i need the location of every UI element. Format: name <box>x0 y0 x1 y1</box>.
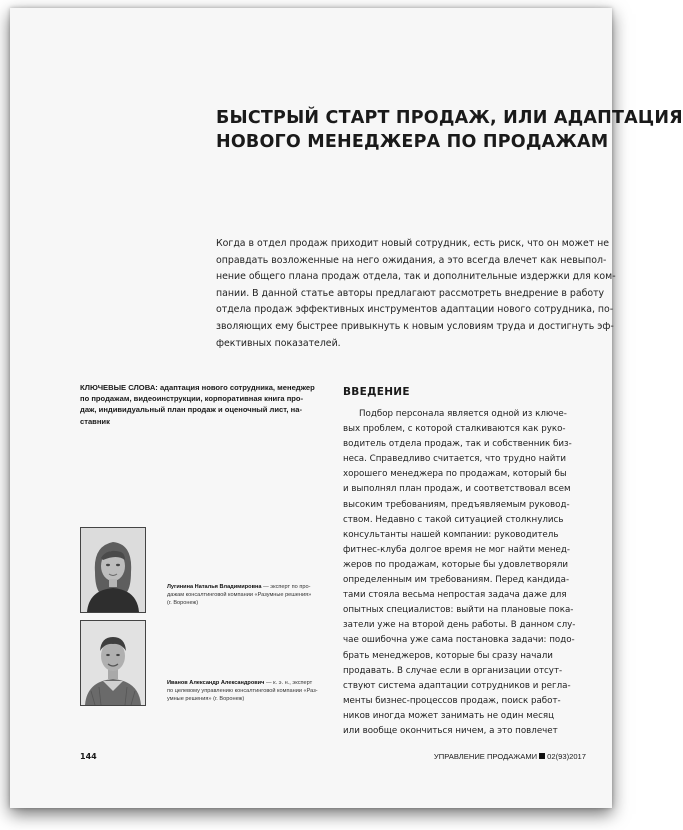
author-photo-female <box>80 527 146 613</box>
body-line: вых проблем, с которой сталкиваются как руко- <box>343 424 566 435</box>
body-line: определенным им требованиям. Перед кандида- <box>343 575 570 586</box>
body-line: жеров по продажам, которые бы удовлетворяли <box>343 559 569 570</box>
author-bio-text: — эксперт по про- <box>263 584 311 590</box>
body-line: тами стояла весьма непростая задача даже для <box>343 590 567 601</box>
body-line: ствуют система адаптации сотрудников и регла- <box>343 680 571 691</box>
section-heading: ВВЕДЕНИЕ <box>343 386 410 398</box>
body-line: неса. Справедливо считается, что трудно найти <box>343 454 567 465</box>
body-line: ников иногда может занимать не один месяц <box>343 710 555 721</box>
journal-footer <box>434 752 586 761</box>
author-bio-line-1 <box>167 679 337 687</box>
journal-name: УПРАВЛЕНИЕ ПРОДАЖАМИ <box>433 752 538 761</box>
body-line: высоким требованиям, предъявляемым руковод- <box>343 499 570 510</box>
author-bio-text: — к. э. н., эксперт <box>265 680 313 686</box>
issue-number: 02(93)2017 <box>547 752 586 761</box>
keywords-line: даж, индивидуальный план продаж и оценочный лист, на- <box>80 405 302 415</box>
keywords-block <box>80 382 320 427</box>
lead-line: оправдать возложенные на него ожидания, а это всегда влечет как невыпол- <box>216 254 607 266</box>
author-bio-line: по целевому управлению консалтинговой компании «Раз- <box>167 688 318 695</box>
lead-line: отдела продаж эффективных инструментов адаптации нового сотрудника, по- <box>216 304 614 316</box>
author-bio-line: дажам консалтинговой компании «Разумные решения» <box>167 592 312 599</box>
lead-line: пании. В данной статье авторы предлагают рассмотреть внедрение в работу <box>216 287 605 299</box>
author-photo-male <box>80 620 146 706</box>
body-line: менты бизнес-процессов продаж, поиск работ- <box>343 695 561 706</box>
keywords-line: КЛЮЧЕВЫЕ СЛОВА: адаптация нового сотрудника, менеджер <box>80 383 315 392</box>
page-number: 144 <box>80 752 97 761</box>
body-line: консультанты нашей компании: руководитель <box>343 529 559 540</box>
author-photo-female-image <box>81 528 145 612</box>
black-square-icon <box>539 753 545 759</box>
author-name: Иванов Александр Александрович <box>167 680 265 686</box>
body-line: продавать. В случае если в организации отсут- <box>343 665 563 676</box>
author-name: Лугинина Наталья Владимировна <box>167 584 262 590</box>
body-line: или вообще окончиться ничем, а это повлечет <box>343 725 558 736</box>
author-info <box>167 679 337 704</box>
author-info <box>167 583 337 608</box>
lead-line: зволяющих ему быстрее привыкнуть к новым условиям труда и достигнуть эф- <box>216 320 614 332</box>
body-line: водитель отдела продаж, так и собственник биз- <box>343 439 572 450</box>
body-line: хорошего менеджера по продажам, который бы <box>343 469 567 480</box>
title-line: НОВОГО МЕНЕДЖЕРА ПО ПРОДАЖАМ <box>216 132 609 152</box>
keywords-line: по продажам, видеоинструкции, корпоративная книга про- <box>80 394 304 404</box>
title-line: БЫСТРЫЙ СТАРТ ПРОДАЖ, ИЛИ АДАПТАЦИЯ <box>216 108 683 128</box>
body-line: ством. Недавно с такой ситуацией столкнулись <box>343 514 564 525</box>
author-photo-male-image <box>81 621 145 705</box>
body-line: Подбор персонала является одной из ключе- <box>359 409 567 419</box>
body-column <box>343 407 593 739</box>
body-line: брать менеджеров, которые бы сразу начали <box>343 650 553 661</box>
body-line: и выполнял план продаж, и соответствовал всем <box>343 484 571 495</box>
author-bio-line: (г. Воронеж) <box>167 600 199 607</box>
body-line: чае ошибочна уже сама постановка задачи: подо- <box>343 635 575 646</box>
author-bio-line: умные решения» (г. Воронеж) <box>167 696 245 703</box>
keywords-line: ставник <box>80 416 110 426</box>
article-title <box>216 106 683 154</box>
author-bio-line-1 <box>167 583 337 591</box>
lead-line: Когда в отдел продаж приходит новый сотрудник, есть риск, что он может не <box>216 238 610 249</box>
magazine-page <box>10 8 683 808</box>
body-line: фитнес-клуба долгое время не мог найти менед- <box>343 544 570 555</box>
article-lead <box>216 236 616 352</box>
body-line: затели уже на второй день работы. В данном слу- <box>343 620 576 631</box>
lead-line: нение общего плана продаж отдела, так и дополнительные издержки для ком- <box>216 271 616 283</box>
body-line: опытных специалистов: выйти на плановые пока- <box>343 605 574 616</box>
lead-line: фективных показателей. <box>216 337 341 349</box>
